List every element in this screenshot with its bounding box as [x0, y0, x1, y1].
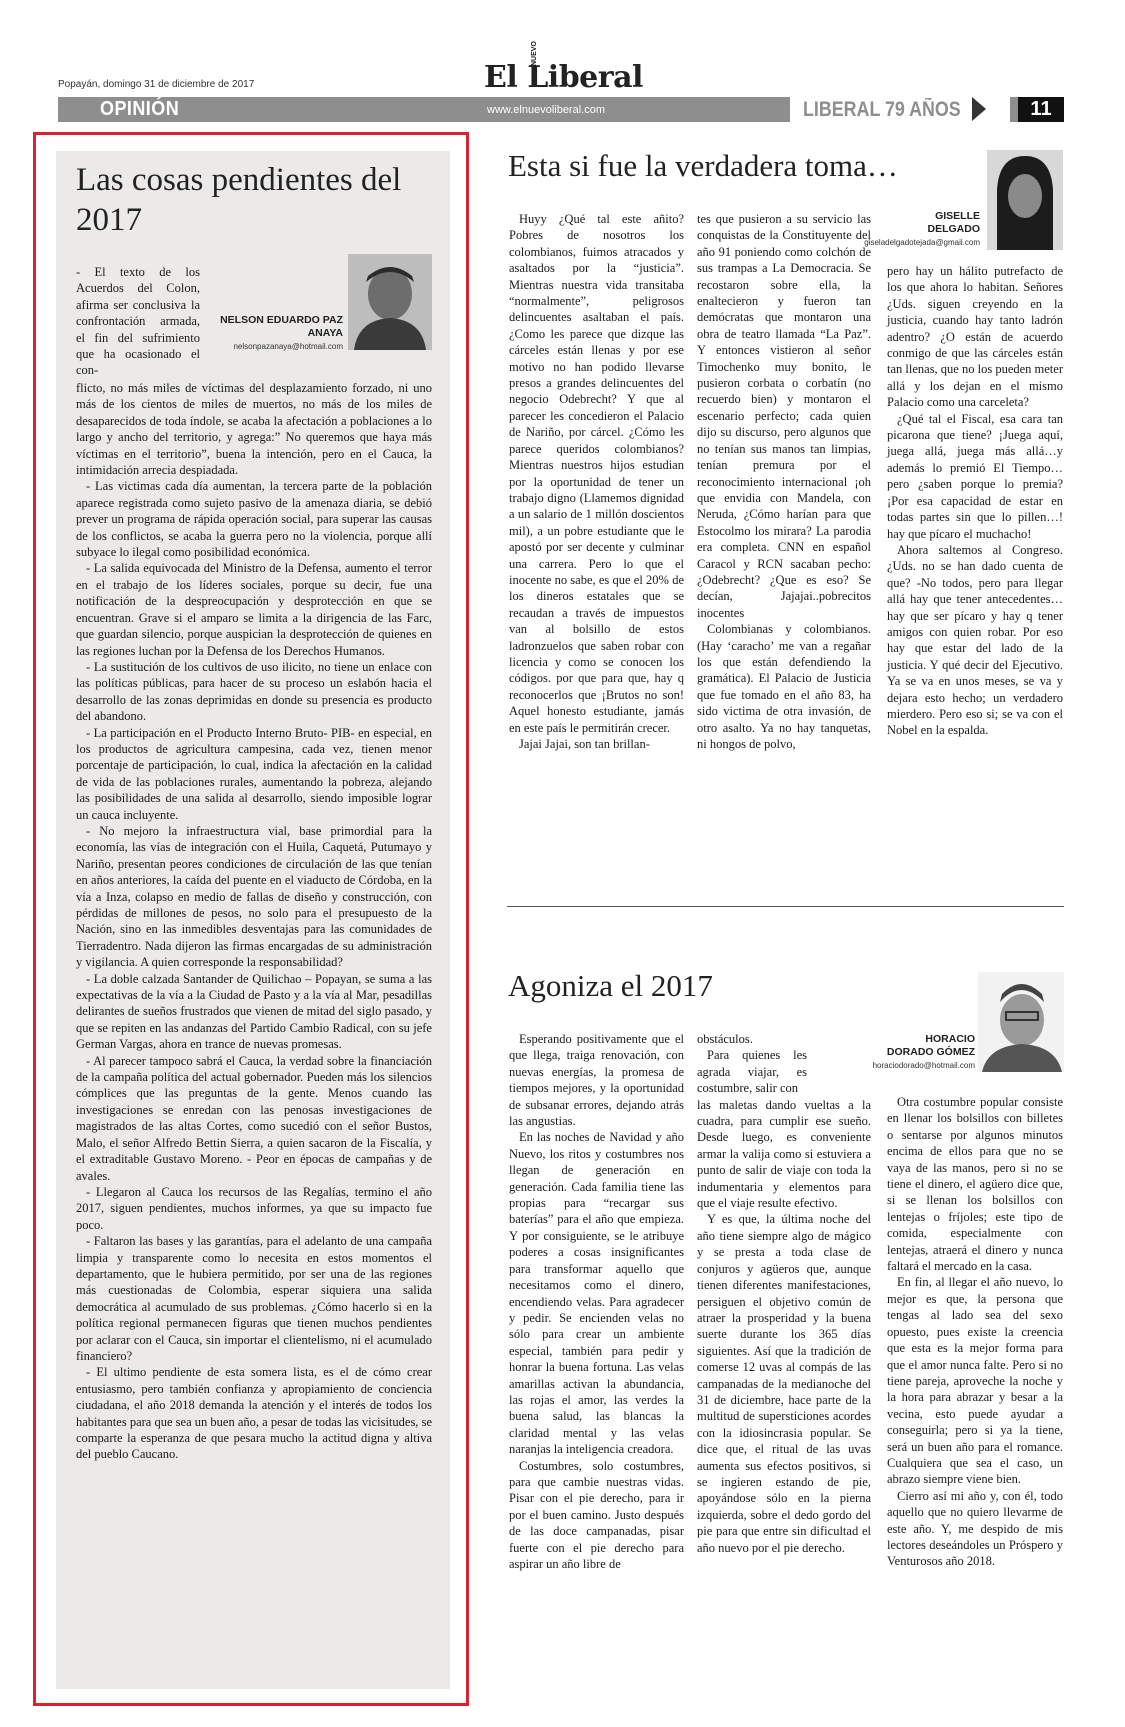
paragraph: tes que pusieron a su servicio las conquistas de la Constituyente del año 91 poniendo como colchón de sus trampas a La Democracia. Se recostaron sobre ella, la enaltecieron y fueron tan demócratas que montaron una obra de teatro llamada “La Paz”. Y entonces vistieron al señor Timochenko muy bonito, le pusieron corbata o corbatín (no recuerdo bien) y montaron el escenario perfecto; cada quien dijo su discurso, pero algunos que no tenían sus manos tan limpias, tenían premura por el reconocimiento internacional ¡oh que envidia con Mandela, con Neruda, ¿Cómo harían para que Estocolmo los mirara? La parodia era completa. CNN en español Caracol y RCN sacaban pecho: ¿Odebrecht? ¿Que es eso? Se decían, Jajajai..pobrecitos inocentes: [697, 212, 871, 620]
paragraph: obstáculos.: [697, 1032, 753, 1046]
logo-nuevo-label: NUEVO: [531, 41, 538, 66]
author-photo: [978, 972, 1064, 1072]
author-name: NELSON EDUARDO PAZ ANAYA: [220, 314, 343, 339]
paragraph: Y es que, la última noche del año tiene siempre algo de mágico y se presta a toda clase de conjuros y agüeros que, aunque tienen diferentes manifestaciones, persiguen el objetivo común de atraer la prosperidad y la buena suerte durante los 365 días siguientes. Así que la tradición de comerse 12 uvas al compás de las campanadas de la medianoche del 31 de diciembre, hace parte de la multitud de supersticiones acordes con la idiosincrasia popular. Se dice que, el ritual de las uvas aumenta sus efectos positivos, si se ingieren estando de pie, apoyándose sólo en la pierna izquierda, sobre el dedo gordo del pie para que entre sin dificultad el año nuevo por el pie derecho.: [697, 1212, 871, 1555]
paragraph: Jajai Jajai, son tan brillan-: [519, 737, 650, 751]
paragraph: - Llegaron al Cauca los recursos de las Regalías, termino el año 2017, siguen pendientes, muchos informes, ya que su impacto fue poco.: [76, 1184, 432, 1232]
author-photo: [987, 150, 1063, 250]
paragraph: - Faltaron las bases y las garantías, para el adelanto de una campaña limpia y transparente como lo necesita en estos momentos el departamento, que le hubiera permitido, por ser una de las regiones más cuestionadas de Colombia, esperar siquiera una salida democrática al acumulado de sus problemas. ¿Cómo hacerlo si en la política regional permanecen figuras que tienen muchos pendientes por aclarar con el Cauca, sin importar el clientelismo, ni el acumulado financiero?: [76, 1234, 432, 1363]
website-link[interactable]: www.elnuevoliberal.com: [487, 104, 605, 116]
author-byline: [200, 314, 343, 351]
paragraph: ¿Qué tal el Fiscal, esa cara tan picarona que tiene? ¡Juega aquí, juega allá, juega más allá…y además lo premió El Tiempo…pero ¿saben porque lo premia? ¡Por esa capacidad de estar en todas partes sin que lo pillen…! hay que pícaro el muchacho!: [887, 411, 1063, 541]
paragraph: - La sustitución de los cultivos de uso ilicito, no tiene un enlace con las políticas públicas, para hacer de su proceso un eslabón hacia el desarrollo de las zonas deprimidas en donde su presencia es producto del abandono.: [76, 659, 432, 724]
arrow-icon: [972, 97, 986, 121]
article-column: [887, 1094, 1063, 1570]
article-intro: - El texto de los Acuerdos del Colon, afirma ser conclusiva la confrontación armada, el fin del sufrimiento que ha ocasionado el con-: [76, 265, 200, 378]
paragraph: Esperando positivamente que el que llega, traiga renovación, con nuevas energías, la promesa de tiempos mejores, y la oportunidad de subsanar errores, dejando atrás las angustias.: [509, 1032, 684, 1129]
article-column: [697, 211, 871, 752]
paragraph: Para quienes les agrada viajar, es costumbre, salir con: [697, 1048, 807, 1096]
article-column: [887, 263, 1063, 739]
author-email[interactable]: nelsonpazanaya@hotmail.com: [233, 342, 343, 351]
paragraph: pero hay un hálito putrefacto de los que ahora lo habitan. Señores ¿Uds. siguen creyendo en la justicia, cuando hay tanto ladrón adentro? ¿O están de acuerdo conmigo de que las cárceles están tan llenas, que no los pueden meter allá y los dejan en el mismo Palacio como una carceleta?: [887, 264, 1063, 410]
paragraph: - La salida equivocada del Ministro de la Defensa, aumento el terror en el trabajo de los líderes sociales, porque su decir, fue una notificación de la despreocupación y desprotección en que se encuentran. Grave si el amparo se limita a la dirigencia de las Farc, que guardan silencio, porque auspician la desprotección de quienes en las regiones luchan por la Defensa de los Derechos Humanos.: [76, 561, 432, 658]
newspaper-logo: El Liberal: [484, 60, 643, 95]
paragraph: Costumbres, solo costumbres, para que cambie nuestras vidas. Pisar con el pie derecho, para ir por el buen camino. Justo después de las doce campanadas, pisar fuerte con el pie derecho para aspirar un año libre de: [509, 1458, 684, 1571]
article-title: Esta si fue la verdadera toma…: [508, 148, 898, 183]
author-name: GISELLE DELGADO: [927, 210, 980, 235]
dateline: Popayán, domingo 31 de diciembre de 2017: [58, 79, 255, 90]
author-email[interactable]: giseladelgadotejada@gmail.com: [864, 238, 980, 247]
paragraph: Ahora saltemos al Congreso. ¿Uds. no se han dado cuenta de que? -No todos, pero para llegar allá hay que tener antecedentes… hay que ser pícaro y hay q tener amigos con quien robar. Por eso hay que estar del lado de la justicia. Y qué decir del Ejecutivo. Ya se va en unos meses, se va y dejara esto hecho; un verdadero mierdero. Pero eso si; se va con el Nobel en la espalda.: [887, 542, 1063, 738]
paragraph: - Al parecer tampoco sabrá el Cauca, la verdad sobre la financiación de la campaña política del actual gobernador. Pueden más los silencios cómplices que las preguntas de la gente. Menos cuando las investigaciones se enredan con las penosas investigaciones de magistrados de las altas Cortes, como sucedió con el señor Bustos, Malo, el señor Alfredo Bettin Sierra, a quien sacaron de la Fiscalía, y el extraditable Gustavo Moreno. - Peor en épocas de campañas y de avales.: [76, 1053, 432, 1183]
tagline: LIBERAL 79 AÑOS: [803, 98, 961, 121]
paragraph: las maletas dando vueltas a la cuadra, para cumplir ese sueño. Desde luego, es conveniente armar la valija como si estuviera a punto de salir de viaje con toda la indumentaria y elementos para que el viaje resulte efectivo.: [697, 1097, 871, 1211]
article-title: Las cosas pendientes del 2017: [76, 162, 402, 238]
paragraph: - El ultimo pendiente de esta somera lista, es el de cómo crear entusiasmo, pero también confianza y apropiamiento de conciencia ciudadana, el año 2018 demanda la atención y el interés de todos los habitantes para que sea un buen año, a pesar de todas las vicisitudes, se comparte la esperanza de que pesara mucho la actitud digna y altiva del pueblo Caucano.: [76, 1365, 432, 1462]
author-photo: [348, 254, 432, 350]
paragraph: flicto, no más miles de víctimas del desplazamiento forzado, ni uno más de los cientos de miles de muertos, no más de los miles de desaparecidos de toda índole, se acaba la afectación a poblaciones a lo largo y ancho del territorio, y agrega:” No queremos que haya más víctimas en el territorio”, buena la intención, pero en el Cauca, la intimidación arrecia despiadada.: [76, 381, 432, 478]
author-name: HORACIO DORADO GÓMEZ: [886, 1033, 975, 1058]
paragraph: Huyy ¿Qué tal este añito? Pobres de nosotros los colombianos, fuimos atracados y asaltados por la “justicia”. Mientras nuestra vida transitaba “normalmente”, peligrosos delincuentes asaltaban el país. ¿Como les parece que dizque las cárceles están llenas y por ese motivo no han podido llevarse presos a grandes delincuentes del negocio Odebrecht? Y que al parecer les concedieron el Palacio de Nariño, por cárcel. ¿Cómo les parece queridos colombianos? Mientras nuestros hijos estudian por la oportunidad de tener un trabajo digno (Llamemos dignidad a un salario de 1 millón doscientos mil), a un pobre estudiante que le apostó por ser decente y culminar una carrera. Pero lo que el inocente no sabe, es que el 20% de los dineros estatales que se recaudan a través de impuestos van al bolsillo de estos ladronzuelos que saben robar con licencia y como se conocen los códigos. por que para que, hay q reconocerlos que ¡Brutos no son! Aquel honesto estudiante, jamás en este país le permitirán crecer.: [509, 212, 684, 735]
article-body: [76, 380, 432, 1463]
paragraph: Cierro así mi año y, con él, todo aquello que no quiero llevarme de este año. Y, me despido de mis lectores deseándoles un Próspero y Venturosos año 2018.: [887, 1488, 1063, 1569]
paragraph: En fin, al llegar el año nuevo, lo mejor es que, la persona que tengas al lado sea del sexo opuesto, pues existe la creencia que esta es la mejor forma para que el amor nunca falte. Pero si no tiene pareja, aproveche la noche y la hora para abrazar y besar a la vecina, esto puede ayudar a conseguirla; pero si ya la tiene, será un buen año para el romance. Cualquiera que sea el caso, un abrazo siempre viene bien.: [887, 1275, 1063, 1487]
article-title: Agoniza el 2017: [508, 968, 713, 1003]
divider: [507, 906, 1064, 907]
page-number: 11: [1018, 97, 1064, 122]
article-column: [697, 1031, 871, 1556]
paragraph: - No mejoro la infraestructura vial, base primordial para la economía, las vías de integración con el Huila, Caquetá, Putumayo y Nariño, presentan peores condiciones de circulación de las que tenían en años anteriores, la caída del puente en el viaducto de Córdoba, en la vía a Inza, colapso en medio de fallas de diseño y construcción, con pérdidas de millones de pesos, no solo para el presupuesto de la Nación, sino en las inmedibles desventajas para las comunidades de Tierradentro. Nada dijeron las firmas encargadas de su administración y vigilancia. A quien corresponde la responsabilidad?: [76, 823, 432, 970]
paragraph: - Las victimas cada día aumentan, la tercera parte de la población aparece registrada como sujeto pasivo de la amenaza diaria, se debió prever un programa de rápida operación social, para superar las causas de los conflictos, se acaba la guerra pero no la violencia, porque allí subyace lo ilegal como posibilidad económica.: [76, 479, 432, 560]
article-column: [509, 211, 684, 752]
paragraph: Otra costumbre popular consiste en llenar los bolsillos con billetes o sentarse por algunos minutos encima de ellos para que no se vaya de las manos, pero si no se tiene el dinero, el agüero dice que, si se llenan los bolsillos con lentejas o fríjoles; este tipo de comida, especialmente con lentejas, atraerá el dinero y nunca faltará el mercado en la casa.: [887, 1095, 1063, 1274]
paragraph: Colombianas y colombianos. (Hay ‘caracho’ me van a regañar los que están defendiendo la gramática). El Palacio de Justicia que fue tomado en el año 83, ha sido victima de otra invasión, de otro asalto. Ya no hay tanquetas, ni hongos de polvo,: [697, 622, 871, 751]
paragraph: En las noches de Navidad y año Nuevo, los ritos y costumbres nos llegan de generación en generación. Cada familia tiene las propias para “recargar sus baterías” para el año que empieza. Y por consiguiente, se le atribuye poderes a cosas insignificantes para transformar aquello que necesitamos como el dinero, encendiendo velas. Para agradecer y pedir. Se encienden velas no sólo para crear un ambiente especial, también para pedir y honrar la buena fortuna. Las velas amarillas activan la abundancia, las rojas el amor, las verdes la buena salud, las blancas la claridad mental y las velas naranjas la inteligencia creadora.: [509, 1130, 684, 1457]
paragraph: - La participación en el Producto Interno Bruto- PIB- en especial, en los productos de agricultura campesina, cada vez, tienen menor porcentaje de participación, lo cual, indica la afectación en la calidad de vida de las poblaciones rurales, aumentando la pobreza, alejando las posibilidades de una salida al desarrollo, siendo imposible lograr un cauca incluyente.: [76, 725, 432, 822]
article-column: [509, 1031, 684, 1572]
author-email[interactable]: horaciodorado@hotmail.com: [872, 1061, 975, 1070]
paragraph: - La doble calzada Santander de Quilichao – Popayan, se suma a las expectativas de la vía a la Ciudad de Pasto y a la vía al Mar, pesadillas delirantes de sueños frustrados que vienen de mitad del siglo pasado, y que se repiten en las andanzas del Partido Cambio Radical, con su jefe German Vargas, ahora en trance de nuevas promesas.: [76, 971, 432, 1052]
section-title: OPINIÓN: [100, 98, 180, 120]
